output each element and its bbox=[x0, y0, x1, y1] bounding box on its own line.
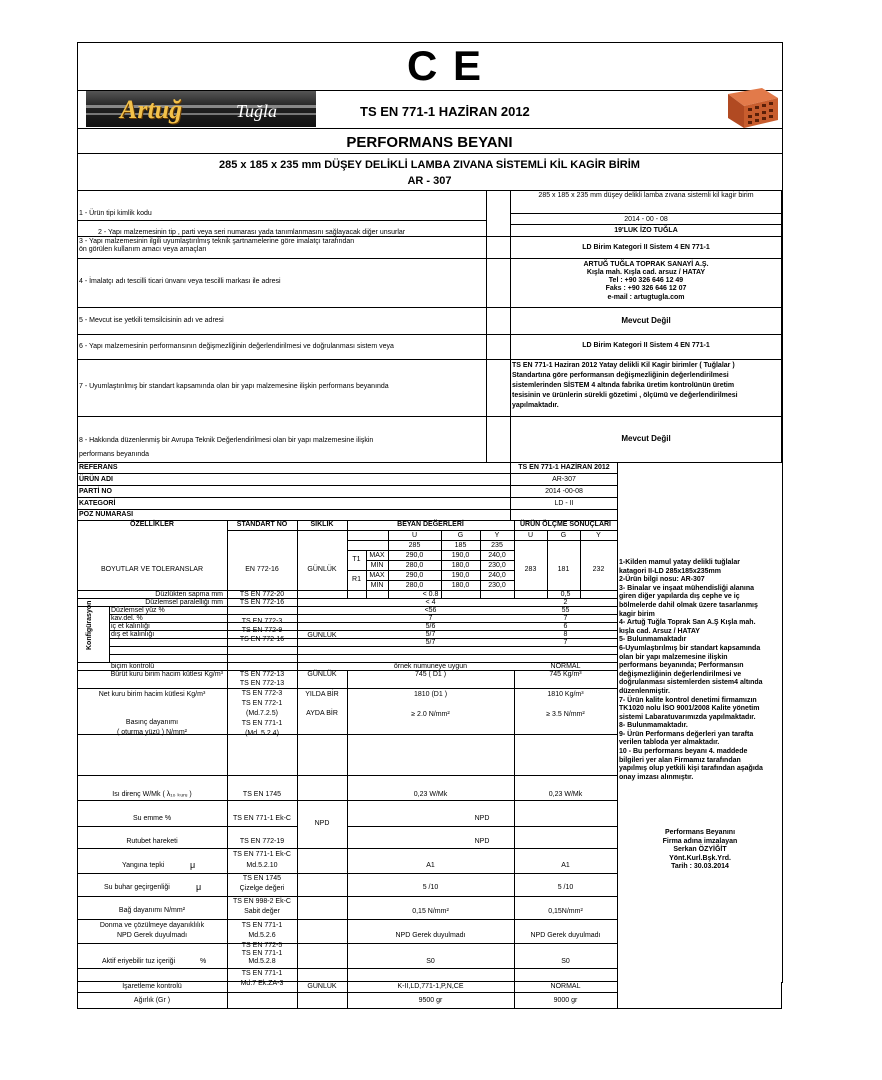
donma-label-b: NPD Gerek duyulmadı bbox=[116, 932, 188, 939]
note-line: giren diğer yapılarda dış cephe ve iç bbox=[619, 593, 740, 601]
aktif-std-3: Md.5.2.8 bbox=[248, 958, 276, 965]
bag-std-a: TS EN 998-2 Ek-C bbox=[233, 898, 291, 905]
note-line: 9- Ürün Performans değerleri yan tarafta bbox=[619, 730, 754, 738]
company-logo bbox=[86, 91, 316, 127]
t1-max-g: 190,0 bbox=[451, 552, 470, 559]
agirlik-olcme: 9000 gr bbox=[553, 997, 578, 1004]
basinc-label-a: Basınç dayanımı bbox=[125, 719, 179, 726]
urun-adi-value: AR-307 bbox=[552, 476, 576, 483]
paralel-std: TS EN 772-16 bbox=[239, 599, 285, 606]
note-line: sistemi Labaratuvarımızda yapılmaktadır. bbox=[619, 713, 756, 721]
konfig-row-2-olcme: 7 bbox=[563, 615, 568, 622]
item-6-label: 6 - Yapı malzemesinin performansının değişmezliğinin değerlendirilmesi ve doğrulanması sistem veya bbox=[79, 343, 394, 350]
duzluk-olcme: 0,5 bbox=[560, 591, 571, 598]
konfig-row-5-beyan: 5/7 bbox=[425, 639, 436, 646]
donma-olcme: NPD Gerek duyulmadı bbox=[530, 932, 601, 939]
item-7-label: 7 - Uyumlaştırılmış bir standart kapsamında olan bir yapı malzemesine ilişkin performans beyanında bbox=[79, 383, 389, 390]
note-line: 7- Ürün kalite kontrol denetimi firmamızın bbox=[619, 696, 757, 704]
item-7-value-2: Standartına göre performansın değişmezliğinin değerlendirilmesi bbox=[512, 372, 729, 379]
urun-adi-label: ÜRÜN ADI bbox=[79, 476, 113, 483]
note-line: katagori II-LD 285x185x235mm bbox=[619, 567, 721, 575]
r1-max-g: 190,0 bbox=[451, 572, 470, 579]
bag-beyan: 0,15 N/mm² bbox=[412, 908, 449, 915]
note-line: kışla cad. Arsuz / HATAY bbox=[619, 627, 700, 635]
col-olcme: ÜRÜN ÖLÇME SONUÇLARI bbox=[520, 521, 611, 528]
note-line: doğrulanması sistemlerden sistem4 altında bbox=[619, 679, 763, 687]
beyan-y-value: 235 bbox=[491, 542, 503, 549]
olcme-y: Y bbox=[596, 532, 601, 539]
donma-std-a: TS EN 771-1 bbox=[241, 922, 283, 929]
olcme-u-value: 283 bbox=[524, 566, 537, 573]
buhar-beyan: 5 /10 bbox=[422, 884, 439, 891]
yangin-std-a: TS EN 771-1 Ek-C bbox=[233, 851, 291, 858]
beyan-g-value: 185 bbox=[454, 542, 467, 549]
t1-max-y: 240,0 bbox=[488, 552, 506, 559]
yangin-std-b: Md.5.2.10 bbox=[246, 862, 278, 869]
konfig-row-1-olcme: 55 bbox=[561, 607, 570, 614]
item-3-label-b: ön görülen kullanım amacı veya amaçları bbox=[79, 246, 207, 253]
aktif-label: Aktif eriyebilir tuz içeriği bbox=[102, 958, 176, 965]
item-6-value: LD Birim Kategori II Sistem 4 EN 771-1 bbox=[582, 342, 710, 349]
konfig-row-4-beyan: 5/7 bbox=[425, 631, 436, 638]
yangin-label: Yangına tepki bbox=[122, 862, 165, 869]
ref-label: REFERANS bbox=[79, 464, 118, 471]
signature-line: Performans Beyanını bbox=[664, 829, 736, 836]
net-beyan: 1810 (D1 ) bbox=[413, 691, 448, 698]
item-3-value: LD Birim Kategori II Sistem 4 EN 771-1 bbox=[582, 244, 710, 251]
boyut-std: EN 772-16 bbox=[245, 566, 279, 573]
basinc-std-1: TS EN 772-1 bbox=[241, 700, 283, 707]
olcme-u: U bbox=[527, 532, 534, 539]
notes-panel bbox=[619, 559, 781, 782]
product-code: AR - 307 bbox=[407, 175, 452, 187]
net-label: Net kuru birim hacim kütlesi Kg/m³ bbox=[98, 691, 206, 698]
item-2-value-b: 19'LUK İZO TUĞLA bbox=[614, 227, 678, 234]
konfig-std-2: TS EN 772-9 bbox=[241, 627, 283, 634]
paralel-olcme: 2 bbox=[563, 599, 568, 606]
isaret-beyan: K-II,LD,771-1,P,N,CE bbox=[397, 983, 464, 990]
konfig-row-3-beyan: 5/6 bbox=[425, 623, 436, 630]
product-title: 285 x 185 x 235 mm DÜŞEY DELİKLİ LAMBA ZIVANA SİSTEMLİ KİL KAGİR BİRİM bbox=[219, 159, 640, 171]
konfig-std-1: TS EN 772-3 bbox=[241, 618, 283, 625]
buhar-label: Su buhar geçirgenliği bbox=[104, 884, 170, 891]
r1-label: R1 bbox=[352, 576, 361, 583]
note-line: yapılmış olup yetkili kişi tarafından aşağıda bbox=[619, 765, 763, 773]
doc-title: PERFORMANS BEYANI bbox=[346, 134, 513, 151]
boyut-siklik: GÜNLÜK bbox=[307, 566, 337, 573]
col-siklik: SIKLIK bbox=[310, 521, 334, 528]
note-line: kagir birim bbox=[619, 610, 655, 618]
note-line: onay imzası alınmıştır. bbox=[619, 773, 694, 781]
basinc-siklik: AYDA BİR bbox=[306, 710, 338, 717]
basinc-std-2: (Md.7.2.5) bbox=[246, 710, 278, 717]
note-line: düzenlenmiştir. bbox=[619, 687, 670, 695]
item-7-value-5: yapılmaktadır. bbox=[512, 402, 559, 409]
aktif-olcme: S0 bbox=[561, 958, 570, 965]
yangin-mu: μ bbox=[190, 860, 196, 870]
duzluk-std: TS EN 772-20 bbox=[239, 591, 285, 598]
col-ozellikler: ÖZELLİKLER bbox=[130, 521, 174, 528]
poz-label: POZ NUMARASI bbox=[79, 511, 134, 518]
yangin-beyan: A1 bbox=[426, 862, 435, 869]
konfig-row-6-label: biçim kontrolü bbox=[111, 663, 155, 670]
note-line: 5- Bulunmamaktadır bbox=[619, 636, 687, 644]
item-2-label: 2 - Yapı malzemesinin tip , parti veya seri numarası yada tanımlanmasını sağlayacak diğer unsurlar bbox=[98, 229, 406, 236]
note-line: 4- Artuğ Tuğla Toprak San A.Ş Kışla mah. bbox=[619, 619, 756, 627]
bicim-beyan: örnek numuneye uygun bbox=[393, 663, 468, 670]
note-line: 6-Uyumlaştırılmış bir standart kapsamında bbox=[619, 644, 761, 652]
isaret-label: İşaretleme kontrolü bbox=[122, 983, 182, 990]
isi-beyan: 0,23 W/Mk bbox=[413, 791, 448, 798]
isaret-siklik: GÜNLÜK bbox=[307, 983, 337, 990]
note-line: olan bir yapı malzemesine ilişkin bbox=[619, 653, 728, 661]
t1-max-u: 290,0 bbox=[405, 552, 424, 559]
konfig-row-4-olcme: 8 bbox=[563, 631, 568, 638]
item-1-label: 1 - Ürün tipi kimlik kodu bbox=[79, 210, 152, 217]
konfig-std-3: TS EN 772-16 bbox=[239, 636, 285, 643]
r1-min-y: 230,0 bbox=[488, 582, 506, 589]
olcme-g: G bbox=[560, 532, 567, 539]
item-7-value-3: sistemlerinden SİSTEM 4 altında fabrika üretim kontrolünün üretim bbox=[512, 382, 735, 389]
aktif-pct: % bbox=[200, 958, 207, 965]
konfig-row-2-label: kav.del. % bbox=[111, 615, 143, 622]
brut-beyan: 745 ( D1 ) bbox=[414, 671, 447, 678]
col-beyan: BEYAN DEĞERLERİ bbox=[397, 521, 464, 528]
item-7-value-1: TS EN 771-1 Haziran 2012 Yatay delikli Kil Kagir birimler ( Tuğlalar ) bbox=[512, 362, 735, 369]
konfig-row-4-label: dış et kalınlığı bbox=[111, 631, 155, 638]
donma-std-b: Md.5.2.6 bbox=[248, 932, 276, 939]
su-std: TS EN 771-1 Ek-C bbox=[233, 815, 291, 822]
item-2-value-a: 2014 - 00 - 08 bbox=[624, 216, 668, 223]
boyut-label: BOYUTLAR VE TOLERANSLAR bbox=[100, 566, 204, 573]
basinc-olcme: ≥ 3.5 N/mm² bbox=[546, 711, 585, 718]
yangin-olcme: A1 bbox=[561, 862, 570, 869]
duzluk-label: Düzlükten sapma mm bbox=[155, 591, 223, 598]
note-line: bilgileri yer alan Firmamız tarafından bbox=[619, 756, 741, 764]
net-std-a: TS EN 772-13 bbox=[239, 680, 285, 687]
item-8-label-a: 8 - Hakkında düzenlenmiş bir Avrupa Teknik Değerlendirilmesi olan bir yapı malzemesine ilişkin bbox=[79, 437, 374, 444]
r1-min-u: 280,0 bbox=[405, 582, 424, 589]
item-4-value-1: ARTUĞ TUĞLA TOPRAK SANAYİ A.Ş. bbox=[583, 261, 709, 268]
paralel-beyan: < 4 bbox=[425, 599, 436, 606]
bicim-olcme: NORMAL bbox=[550, 663, 581, 670]
signature-block bbox=[619, 829, 781, 872]
t1-min-g: 180,0 bbox=[451, 562, 470, 569]
col-standart: STANDART NO bbox=[236, 521, 288, 528]
net-olcme: 1810 Kg/m³ bbox=[547, 691, 584, 698]
standard-heading: TS EN 771-1 HAZİRAN 2012 bbox=[360, 104, 530, 119]
brick-image bbox=[722, 88, 780, 128]
isi-std: TS EN 1745 bbox=[242, 791, 282, 798]
buhar-mu: μ bbox=[196, 882, 202, 892]
konfig-vertical-label: Konfigürasyon bbox=[86, 600, 93, 650]
item-5-value: Mevcut Değil bbox=[621, 316, 671, 325]
basinc-beyan: ≥ 2.0 N/mm² bbox=[411, 711, 450, 718]
brut-std: TS EN 772-13 bbox=[239, 671, 285, 678]
note-line: 10 - Bu performans beyanı 4. maddede bbox=[619, 748, 748, 756]
item-3-label-a: 3 - Yapı malzemesinin ilgili uyumlaştırılmış teknik şartnamelerine göre imalatçı tarafından bbox=[79, 238, 355, 245]
r1-max-y: 240,0 bbox=[488, 572, 506, 579]
t1-min-u: 280,0 bbox=[405, 562, 424, 569]
buhar-std-a: TS EN 1745 bbox=[242, 875, 282, 882]
donma-beyan: NPD Gerek duyulmadı bbox=[395, 932, 466, 939]
t1-max-label: MAX bbox=[369, 552, 385, 559]
rutubet-label: Rutubet hareketi bbox=[126, 838, 178, 845]
isaret-std-a: TS EN 771-1 bbox=[241, 970, 283, 977]
konfig-row-3-olcme: 6 bbox=[563, 623, 568, 630]
beyan-u-value: 285 bbox=[408, 542, 421, 549]
signature-line: Firma adına imzalayan bbox=[662, 837, 738, 845]
konfig-row-3-label: iç et kalınlığı bbox=[111, 623, 150, 630]
signature-line: Serkan ÖZYİĞİT bbox=[673, 846, 727, 854]
kategori-label: KATEGORİ bbox=[79, 500, 116, 507]
su-label: Su emme % bbox=[132, 815, 172, 822]
t1-min-label: MİN bbox=[370, 562, 384, 569]
olcme-g-value: 181 bbox=[557, 566, 570, 573]
konfig-siklik: GÜNLÜK bbox=[307, 632, 337, 639]
su-beyan: NPD bbox=[474, 815, 490, 822]
item-1-value: 285 x 185 x 235 mm düşey delikli lamba zıvana sistemli kil kagir birim bbox=[538, 192, 754, 199]
note-line: 8- Bulunmamaktadır. bbox=[619, 722, 688, 730]
konfig-row-1-label: Düzlemsel yüz % bbox=[111, 607, 165, 614]
net-std-b: TS EN 772-3 bbox=[241, 690, 283, 697]
buhar-std-b: Çizelge değeri bbox=[239, 885, 285, 892]
signature-line: Tarih : 30.03.2014 bbox=[671, 863, 729, 871]
agirlik-label: Ağırlık (Gr ) bbox=[133, 997, 171, 1004]
item-7-value-4: tesisinin ve ürünlerin sürekli gözetimi , ölçümü ve değerlendirilmesi bbox=[512, 392, 738, 399]
paralel-label: Düzlemsel paralelliği mm bbox=[145, 599, 223, 606]
kategori-value: LD - II bbox=[554, 500, 574, 507]
item-4-value-2: Kışla mah. Kışla cad. arsuz / HATAY bbox=[586, 269, 706, 276]
bag-olcme: 0,15N/mm² bbox=[548, 908, 583, 915]
item-5-label: 5 - Mevcut ise yetkili temsilcisinin adı ve adresi bbox=[79, 317, 224, 324]
r1-max-label: MAX bbox=[369, 572, 385, 579]
beyan-u: U bbox=[411, 532, 418, 539]
parti-no-label: PARTİ NO bbox=[79, 488, 112, 495]
beyan-g: G bbox=[457, 532, 464, 539]
isaret-std-b: Md.7 Ek.ZA-3 bbox=[240, 980, 284, 987]
note-line: TK1020 nolu İSO 9001/2008 Kalite yönetim bbox=[619, 705, 760, 713]
t1-min-y: 230,0 bbox=[488, 562, 506, 569]
konfig-row-1-beyan: <56 bbox=[424, 607, 437, 614]
konfig-row-2-beyan: 7 bbox=[428, 615, 433, 622]
isi-olcme: 0,23 W/Mk bbox=[548, 791, 583, 798]
item-8-value: Mevcut Değil bbox=[621, 434, 671, 443]
bag-label: Bağ dayanımı N/mm² bbox=[118, 907, 186, 914]
t1-label: T1 bbox=[352, 556, 361, 563]
aktif-std-1: TS EN 772-5 bbox=[241, 942, 283, 949]
rutubet-std: TS EN 772-19 bbox=[239, 838, 285, 845]
aktif-std-2: TS EN 771-1 bbox=[241, 950, 283, 957]
parti-no-value: 2014 -00-08 bbox=[545, 488, 583, 495]
note-line: performans beyanında; Performansın bbox=[619, 662, 744, 670]
basinc-label-b: ( oturma yüzü ) N/mm² bbox=[116, 729, 187, 736]
r1-max-u: 290,0 bbox=[405, 572, 424, 579]
basinc-std-3: TS EN 771-1 bbox=[241, 720, 283, 727]
beyan-y: Y bbox=[494, 532, 500, 539]
isi-label: Isı direnç W/Mk ( λ₁₀ ₖᵤᵣᵤ ) bbox=[112, 791, 192, 798]
agirlik-beyan: 9500 gr bbox=[418, 997, 443, 1004]
aktif-beyan: S0 bbox=[426, 958, 435, 965]
r1-min-g: 180,0 bbox=[451, 582, 470, 589]
buhar-olcme: 5 /10 bbox=[557, 884, 574, 891]
item-4-value-4: Faks : +90 326 646 12 07 bbox=[605, 285, 687, 292]
item-4-value-3: Tel : +90 326 646 12 49 bbox=[608, 277, 684, 284]
ref-value: TS EN 771-1 HAZİRAN 2012 bbox=[518, 464, 610, 471]
ce-mark: C E bbox=[406, 42, 483, 89]
su-rutubet-npd: NPD bbox=[314, 820, 330, 827]
duzluk-beyan: < 0.8 bbox=[422, 591, 439, 598]
brut-siklik: GÜNLÜK bbox=[307, 671, 337, 678]
note-line: 1-Kilden mamul yatay delikli tuğlalar bbox=[619, 559, 740, 566]
item-4-label: 4 - İmalatçı adı tescilli ticari ünvanı veya tescilli markası ile adresi bbox=[79, 278, 281, 285]
item-4-value-5: e-mail : artugtugla.com bbox=[607, 294, 685, 301]
item-8-label-b: performans beyanında bbox=[79, 451, 150, 458]
logo-brand: Artuğ bbox=[120, 95, 183, 124]
note-line: verilen tabloda yer almaktadır. bbox=[619, 739, 720, 747]
signature-line: Yönt.Kurl.Bşk.Yrd. bbox=[669, 854, 731, 862]
note-line: 2-Ürün bilgi nosu: AR-307 bbox=[619, 576, 705, 584]
rutubet-beyan: NPD bbox=[474, 838, 490, 845]
note-line: bölmelerde dahil olmak üzere tasarlanmış bbox=[619, 601, 758, 609]
r1-min-label: MİN bbox=[370, 582, 384, 589]
isaret-olcme: NORMAL bbox=[550, 983, 581, 990]
konfig-row-5-olcme: 7 bbox=[563, 639, 568, 646]
note-line: 3- Binalar ve inşaat mühendisliği alanına bbox=[619, 584, 754, 592]
basinc-std-4: (Md. 5.2.4) bbox=[245, 730, 279, 737]
net-siklik: YILDA BİR bbox=[305, 691, 339, 698]
brut-olcme: 745 Kg/m³ bbox=[549, 671, 582, 678]
note-line: değişmezliğinin değerlendirilmesi ve bbox=[619, 670, 742, 678]
brut-label: Bürüt kuru birim hacim kütlesi Kg/m³ bbox=[110, 671, 223, 678]
olcme-y-value: 232 bbox=[592, 566, 605, 573]
donma-label-a: Donma ve çözülmeye dayanıklılık bbox=[99, 922, 205, 929]
bag-std-b: Sabit değer bbox=[244, 908, 280, 915]
logo-sub: Tuğla bbox=[236, 101, 278, 121]
